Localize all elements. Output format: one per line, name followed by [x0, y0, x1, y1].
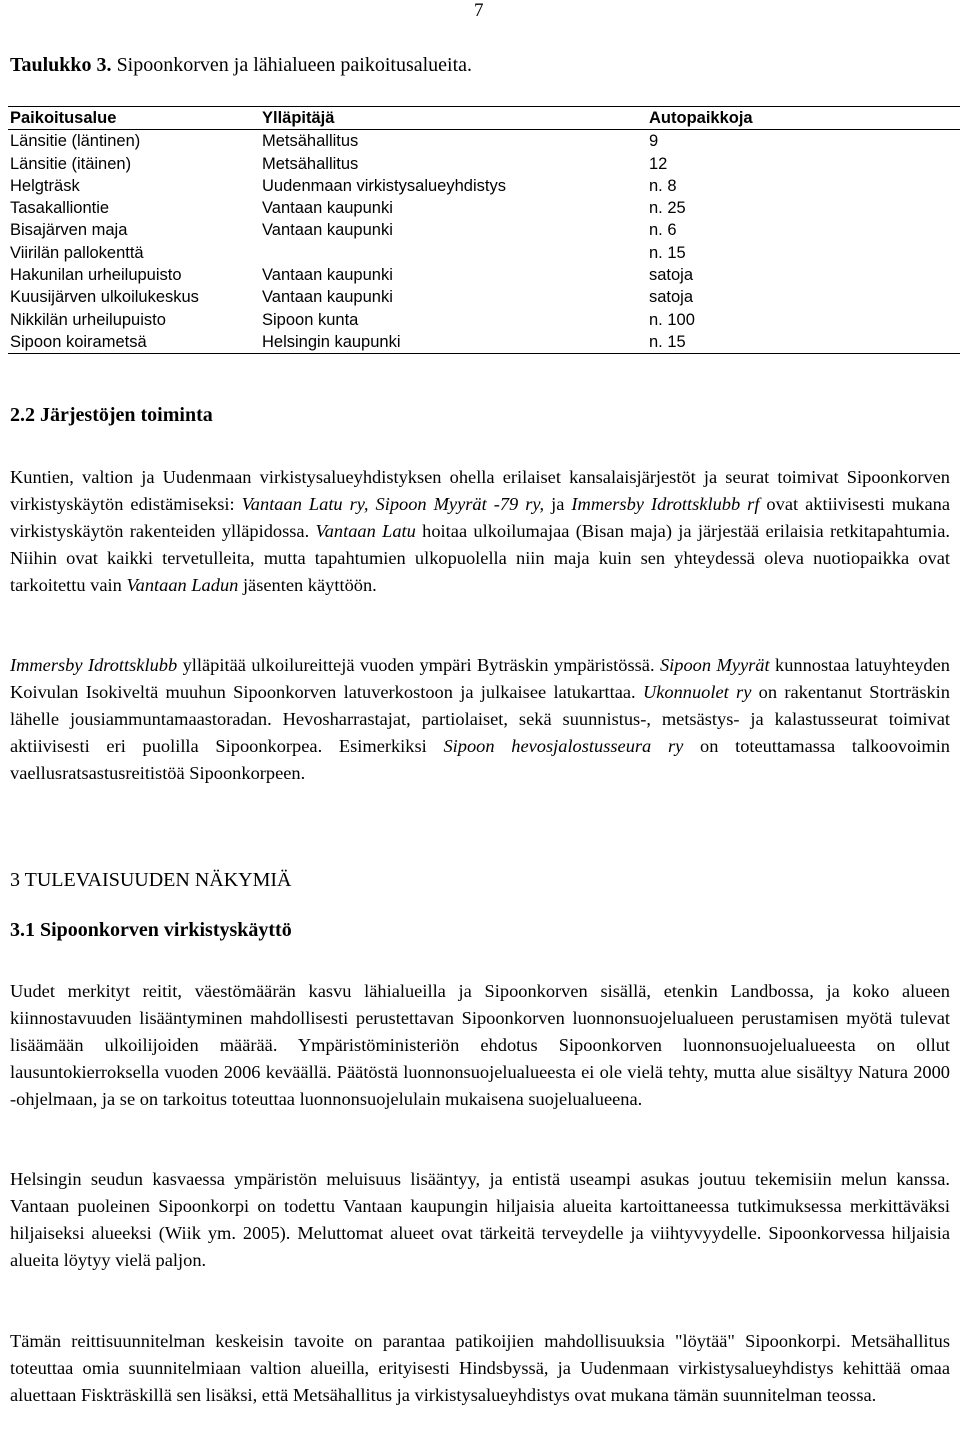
table-row [8, 309, 960, 331]
table-cell-spots: n. 25 [649, 199, 686, 218]
table-header-row [8, 107, 960, 130]
table-cell-spots: n. 15 [649, 243, 686, 262]
table-cell-area: Hakunilan urheilupuisto [10, 266, 182, 285]
table-body [8, 130, 960, 354]
table-cell-spots: 9 [649, 132, 659, 151]
organization-name: Sipoon hevosjalostusseura ry [443, 736, 684, 756]
section-2-2-paragraph-2 [10, 652, 950, 787]
table-row [8, 175, 960, 197]
parking-areas-table [8, 106, 960, 354]
table-caption [10, 54, 472, 77]
table-row [8, 331, 960, 354]
table-cell-maintainer: Helsingin kaupunki [262, 332, 401, 351]
organization-name: Vantaan Latu ry, Sipoon Myyrät -79 ry, [241, 494, 545, 514]
paragraph-text: Uudet merkityt reitit, väestömäärän kasvu lähialueilla ja Sipoonkorven sisällä, etenkin Landbossa, ja koko alueen kiinnostavuuden lisääntyminen mahdollisesti perustettavan Sipoonkorven luonnonsuojelualueen perustamisen myötä tulevat lisäämään ulkoilijoiden määrää. Ympäristöministeriön ehdotus Sipoonkorven luonnonsuojelualueesta on ollut lausuntokierroksella vuoden 2006 keväällä. Päätöstä luonnonsuojelualueesta ei ole vielä tehty, mutta alue sisältyy Natura 2000 -ohjelmaan, ja se on tarkoitus toteuttaa luonnonsuojelulain mukaisena suojelualueena. [10, 981, 950, 1109]
table-row [8, 264, 960, 286]
table-cell-spots: n. 100 [649, 310, 695, 329]
table-cell-spots: satoja [649, 266, 694, 285]
section-heading-2-2: 2.2 Järjestöjen toiminta [10, 404, 213, 426]
paragraph-text: Helsingin seudun kasvaessa ympäristön meluisuus lisääntyy, ja entistä useampi asukas joutuu tekemisiin melun kanssa. Vantaan puoleinen Sipoonkorpi on todettu Vantaan kaupungin hiljaisia alueita kartoittaneessa tutkimuksessa merkittäväksi hiljaiseksi alueeksi (Wiik ym. 2005). Meluttomat alueet ovat tärkeitä terveydelle ja viihtyvyydelle. Sipoonkorvessa hiljaisia alueita löytyy vielä paljon. [10, 1169, 950, 1270]
section-heading-3-1: 3.1 Sipoonkorven virkistyskäyttö [10, 919, 292, 941]
text-run: on rakentanut Storträskin lähelle jousiammuntamaastoradan. Hevosharrastajat, partiolaiset, sekä suunnistus-, metsästys- ja kalastusseurat toimivat aktiivisesti eri puolilla Sipoonkorpea. Esimerkiksi [10, 682, 950, 756]
organization-name: Immersby Idrottsklubb [10, 655, 178, 675]
text-run: ovat aktiivisesti mukana virkistyskäytön rakenteiden ylläpidossa. [10, 494, 951, 541]
section-3-1-paragraph-1 [10, 978, 950, 1113]
column-header-maintainer: Ylläpitäjä [260, 107, 647, 130]
table-cell-maintainer: Vantaan kaupunki [262, 266, 393, 285]
text-run: hoitaa ulkoilumajaa (Bisan maja) ja järjestää erilaisia retkitapahtumia. Niihin ovat kaikki tervetulleita, mutta tapahtumien ulkopuolella niin maja kuin sen yhteydessä oleva nuotiopaikka ovat tarkoitettu vain [10, 521, 950, 595]
table-cell-area: Länsitie (läntinen) [10, 132, 141, 151]
table-cell-spots: satoja [649, 288, 694, 307]
organization-name: Vantaan Ladun [126, 575, 239, 595]
table-cell-maintainer: Uudenmaan virkistysalueyhdistys [262, 176, 506, 195]
table-cell-area: Viirilän pallokenttä [10, 243, 144, 262]
table-row [8, 153, 960, 175]
table-cell-area: Nikkilän urheilupuisto [10, 310, 166, 329]
table-cell-area: Helgträsk [10, 176, 80, 195]
table-cell-area: Länsitie (itäinen) [10, 154, 132, 173]
page-number: 7 [474, 0, 484, 21]
table-row [8, 286, 960, 308]
organization-name: Immersby Idrottsklubb rf [571, 494, 760, 514]
table-cell-spots: n. 15 [649, 332, 686, 351]
table-cell-area: Bisajärven maja [10, 221, 128, 240]
text-run: kunnostaa latuyhteyden Koivulan Isokiveltä muuhun Sipoonkorven latuverkostoon ja julkaisee latukarttaa. [10, 655, 950, 702]
table-caption-label: Taulukko 3. [10, 54, 112, 76]
table-cell-maintainer: Metsähallitus [262, 154, 359, 173]
text-run: ylläpitää ulkoilureittejä vuoden ympäri Byträskin ympäristössä. [177, 655, 660, 675]
table-caption-text: Sipoonkorven ja lähialueen paikoitusalueita. [111, 54, 473, 76]
table-cell-maintainer [260, 242, 647, 264]
table-cell-spots: 12 [649, 154, 668, 173]
table-cell-maintainer: Metsähallitus [262, 132, 359, 151]
chapter-heading-3: 3 TULEVAISUUDEN NÄKYMIÄ [10, 869, 292, 891]
table-cell-maintainer: Vantaan kaupunki [262, 221, 393, 240]
table-cell-maintainer: Vantaan kaupunki [262, 288, 393, 307]
table-cell-area: Tasakalliontie [10, 199, 110, 218]
column-header-spots: Autopaikkoja [647, 107, 960, 130]
section-3-1-paragraph-2 [10, 1166, 950, 1274]
table-row [8, 219, 960, 241]
table-cell-maintainer: Sipoon kunta [262, 310, 359, 329]
table-cell-maintainer: Vantaan kaupunki [262, 199, 393, 218]
section-2-2-paragraph-1 [10, 464, 950, 599]
table-cell-spots: n. 8 [649, 176, 677, 195]
text-run: ja [544, 494, 572, 514]
section-3-1-paragraph-3 [10, 1328, 950, 1409]
organization-name: Sipoon Myyrät [659, 655, 770, 675]
table-cell-spots: n. 6 [649, 221, 677, 240]
table-cell-area: Kuusijärven ulkoilukeskus [10, 288, 199, 307]
organization-name: Vantaan Latu [315, 521, 416, 541]
column-header-area: Paikoitusalue [8, 107, 260, 130]
organization-name: Ukonnuolet ry [642, 682, 752, 702]
table-row [8, 130, 960, 153]
text-run: Kuntien, valtion ja Uudenmaan virkistysalueyhdistyksen ohella erilaiset kansalaisjärjestöt ja seurat toimivat Sipoonkorven virkistyskäytön edistämiseksi: [10, 467, 950, 514]
text-run: on toteuttamassa talkoovoimin vaellusratsastusreitistöä Sipoonkorpeen. [10, 736, 950, 783]
table-cell-area: Sipoon koirametsä [10, 332, 147, 351]
table-row [8, 242, 960, 264]
text-run: jäsenten käyttöön. [238, 575, 377, 595]
paragraph-text: Tämän reittisuunnitelman keskeisin tavoite on parantaa patikoijien mahdollisuuksia "löytää" Sipoonkorpi. Metsähallitus toteuttaa omia suunnitelmiaan valtion alueilla, erityisesti Hindsbyssä, ja Uudenmaan virkistysalueyhdistys kehittää omaa aluettaan Fiskträskillä sen lisäksi, että Metsähallitus ja virkistysalueyhdistys ovat mukana tämän suunnitelman teossa. [10, 1331, 950, 1405]
table-row [8, 197, 960, 219]
